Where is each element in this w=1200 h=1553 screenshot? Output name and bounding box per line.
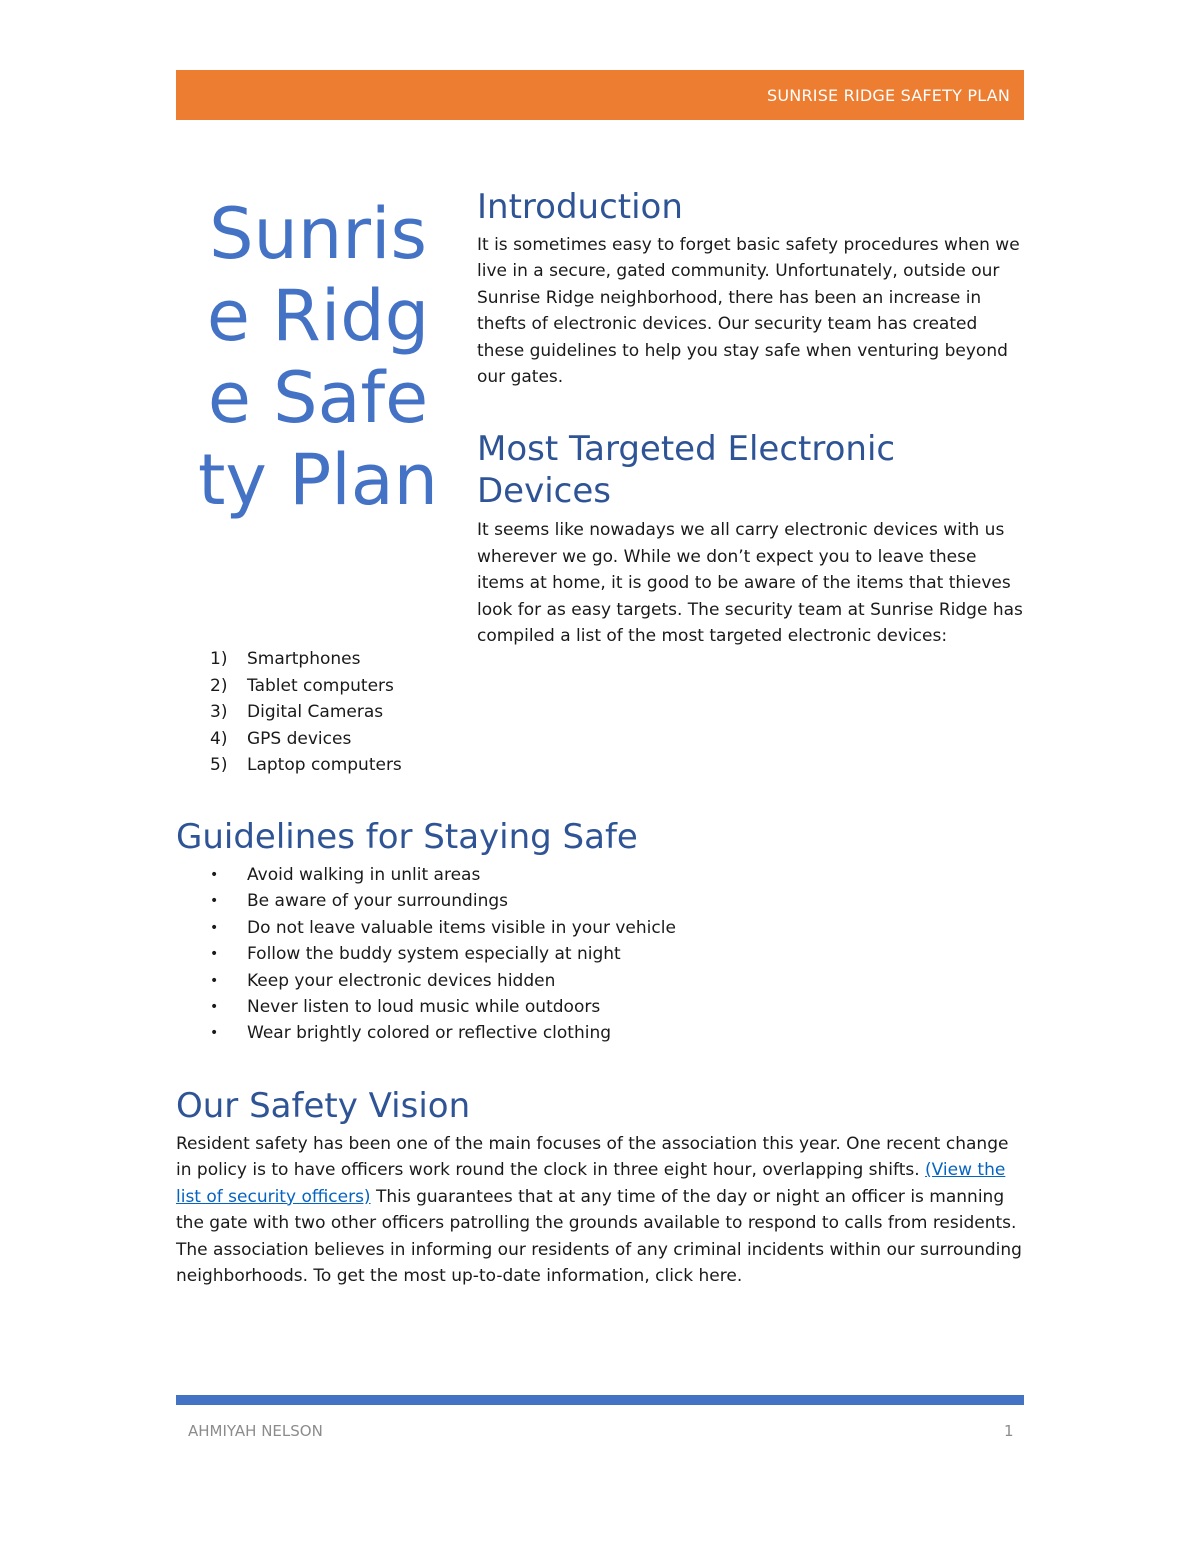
vision-body-2: The association believes in informing our residents of any criminal incidents within our surrounding neighborhoods. To get the most up-to-date information, click here. [176,1239,1022,1287]
guidelines-list [176,862,1026,1047]
bullet-icon: • [210,919,219,936]
bullet-icon: • [210,999,219,1016]
list-item [176,888,1026,914]
list-item [176,915,1026,941]
list-item-label: Digital Cameras [247,702,384,722]
list-number: 5) [210,755,228,775]
list-item [176,941,1026,967]
list-item-label: Smartphones [247,649,361,669]
bullet-icon: • [210,867,219,883]
list-item [176,862,1026,888]
bullet-icon: • [210,893,219,910]
list-number: 2) [210,675,228,696]
list-item-label: Do not leave valuable items visible in your vehicle [247,917,676,938]
list-item [210,726,402,753]
guidelines-section [176,816,1026,1047]
bullet-icon: • [210,1025,219,1042]
list-item-label: Follow the buddy system especially at night [247,944,621,965]
vision-body-part2: This guarantees that at any time of the day or night an officer is manning the gate with two other officers patrolling the grounds available to respond to calls from residents. [176,1186,1017,1234]
list-item [210,673,402,700]
security-officers-link[interactable]: (View the list of security officers) [176,1160,1006,1207]
targeted-devices-body: It seems like nowadays we all carry electronic devices with us wherever we go. While we don’t expect you to leave these items at home, it is good to be aware of the items that thieves look for as easy targets. The security team at Sunrise Ridge has compiled a list of the most targeted electronic devices: [477,520,1023,647]
vision-body-part1: Resident safety has been one of the main focuses of the association this year. One recent change in policy is to have officers work round the clock in three eight hour, overlapping shifts. [176,1134,1009,1181]
list-item-label: Be aware of your surroundings [247,891,508,912]
vision-section [176,1085,1028,1289]
bullet-icon: • [210,946,219,963]
list-item [176,1020,1026,1046]
footer-author: AHMIYAH NELSON [188,1422,323,1440]
list-item [210,752,402,779]
right-column [477,186,1027,649]
list-item-label: Avoid walking in unlit areas [247,865,481,885]
list-item [210,646,402,673]
list-item-label: Keep your electronic devices hidden [247,970,556,991]
list-item [210,699,402,726]
side-title: Sunrise Ridge Safety Plan [197,193,439,521]
bullet-icon: • [210,972,219,989]
list-item-label: Wear brightly colored or reflective clothing [247,1023,612,1044]
list-item [176,968,1026,994]
list-item-label: GPS devices [247,728,352,749]
list-number: 1) [210,649,228,669]
guidelines-heading: Guidelines for Staying Safe [176,817,638,857]
list-number: 4) [210,728,228,749]
targeted-devices-heading: Most Targeted Electronic Devices [477,429,896,512]
vision-heading: Our Safety Vision [176,1086,471,1126]
list-item-label: Laptop computers [247,755,402,775]
header-title: SUNRISE RIDGE SAFETY PLAN [767,86,1010,105]
page-number: 1 [1004,1422,1014,1440]
list-item-label: Never listen to loud music while outdoors [247,997,601,1018]
list-item-label: Tablet computers [247,675,394,696]
introduction-body: It is sometimes easy to forget basic safety procedures when we live in a secure, gated community. Unfortunately, outside our Sunrise Ridge neighborhood, there has been an increase in thefts of electronic devices. Our security team has created these guidelines to help you stay safe when venturing beyond our gates. [477,235,1020,388]
introduction-heading: Introduction [477,187,683,227]
header-bar [176,70,1024,120]
list-item [176,994,1026,1020]
devices-list [210,646,402,779]
footer-bar [176,1395,1024,1405]
vision-body [176,1131,1028,1237]
list-number: 3) [210,702,228,722]
